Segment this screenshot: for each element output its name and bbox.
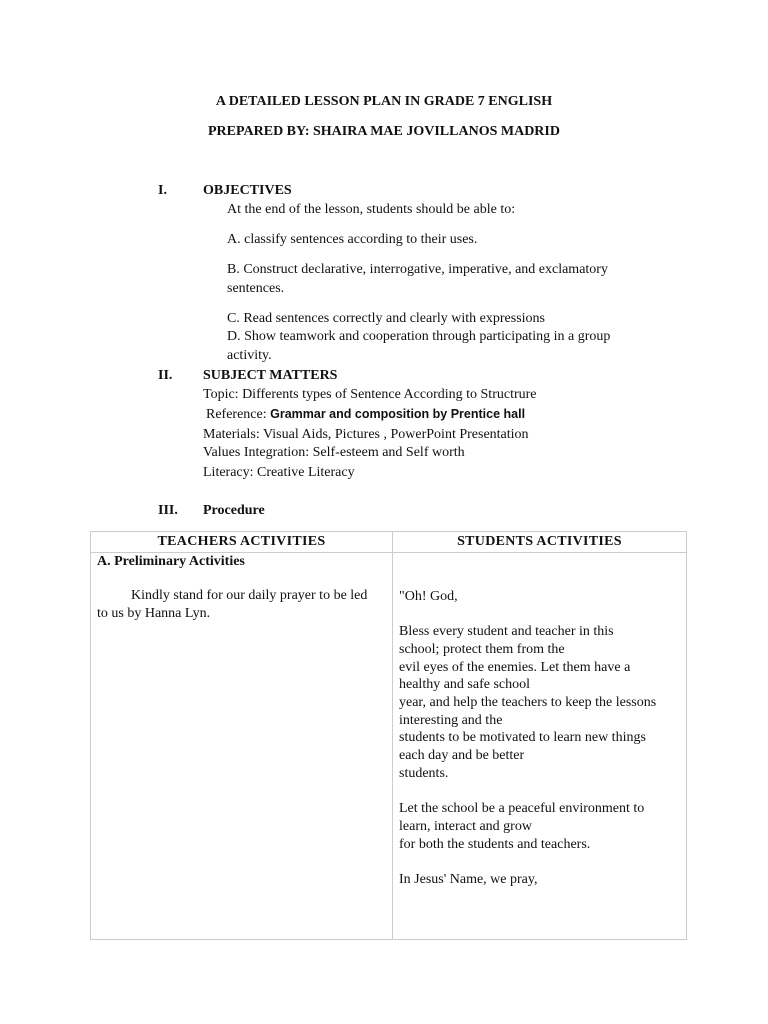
procedure-heading: Procedure — [203, 503, 265, 518]
teachers-activities-header: TEACHERS ACTIVITIES — [91, 532, 393, 553]
prayer-line: for both the students and teachers. — [399, 836, 591, 852]
objective-d-line1: D. Show teamwork and cooperation through participating in a group — [227, 329, 611, 344]
table-header-row — [91, 532, 687, 553]
prayer-line: learn, interact and grow — [399, 818, 532, 834]
prepared-by: PREPARED BY: SHAIRA MAE JOVILLANOS MADRID — [208, 124, 560, 139]
subject-literacy: Literacy: Creative Literacy — [203, 465, 355, 480]
blank-line — [399, 605, 680, 623]
objective-a: A. classify sentences according to their uses. — [227, 232, 478, 247]
prayer-line: healthy and safe school — [399, 677, 531, 693]
prayer-line: interesting and the — [399, 712, 503, 728]
prayer-line: students. — [399, 765, 449, 781]
reference-value: Grammar and composition by Prentice hall — [270, 407, 526, 421]
prayer-line: In Jesus' Name, we pray, — [399, 871, 538, 887]
prayer-line: year, and help the teachers to keep the lessons — [399, 694, 657, 710]
blank-line — [399, 782, 680, 800]
spacer — [399, 553, 680, 588]
prayer-line: each day and be better — [399, 748, 525, 764]
subject-reference — [206, 405, 525, 424]
subject-materials: Materials: Visual Aids, Pictures , PowerPoint Presentation — [203, 427, 529, 442]
objectives-intro: At the end of the lesson, students should be able to: — [227, 202, 516, 217]
procedure-numeral: III. — [158, 503, 178, 518]
teacher-cell — [91, 552, 393, 939]
prayer-line: evil eyes of the enemies. Let them have a — [399, 659, 631, 675]
preliminary-activities-title: A. Preliminary Activities — [97, 553, 245, 569]
subject-topic: Topic: Differents types of Sentence According to Structrure — [203, 387, 537, 402]
prayer-line: Let the school be a peaceful environment to — [399, 801, 645, 817]
objective-c: C. Read sentences correctly and clearly with expressions — [227, 311, 546, 326]
objective-d-line2: activity. — [227, 348, 272, 363]
objective-b-line2: sentences. — [227, 281, 285, 296]
teacher-instruction-line1: Kindly stand for our daily prayer to be led — [131, 588, 368, 604]
prayer-line: Bless every student and teacher in this — [399, 624, 614, 640]
students-activities-header: STUDENTS ACTIVITIES — [393, 532, 687, 553]
spacer — [97, 570, 386, 587]
objective-b-line1: B. Construct declarative, interrogative, imperative, and exclamatory — [227, 262, 608, 277]
subject-heading: SUBJECT MATTERS — [203, 368, 338, 383]
prayer-line: school; protect them from the — [399, 641, 565, 657]
student-prayer — [399, 588, 680, 889]
subject-values: Values Integration: Self-esteem and Self worth — [203, 445, 465, 460]
teacher-instruction-line2: to us by Hanna Lyn. — [97, 606, 211, 622]
blank-line — [399, 853, 680, 871]
reference-label: Reference: — [206, 407, 271, 422]
objectives-numeral: I. — [158, 183, 167, 198]
objectives-heading: OBJECTIVES — [203, 183, 292, 198]
activities-table — [90, 531, 687, 940]
student-cell — [393, 552, 687, 939]
document-title: A DETAILED LESSON PLAN IN GRADE 7 ENGLISH — [215, 94, 553, 109]
table-row — [91, 552, 687, 939]
prayer-line: "Oh! God, — [399, 588, 458, 604]
prayer-line: students to be motivated to learn new things — [399, 730, 646, 746]
subject-numeral: II. — [158, 368, 173, 383]
